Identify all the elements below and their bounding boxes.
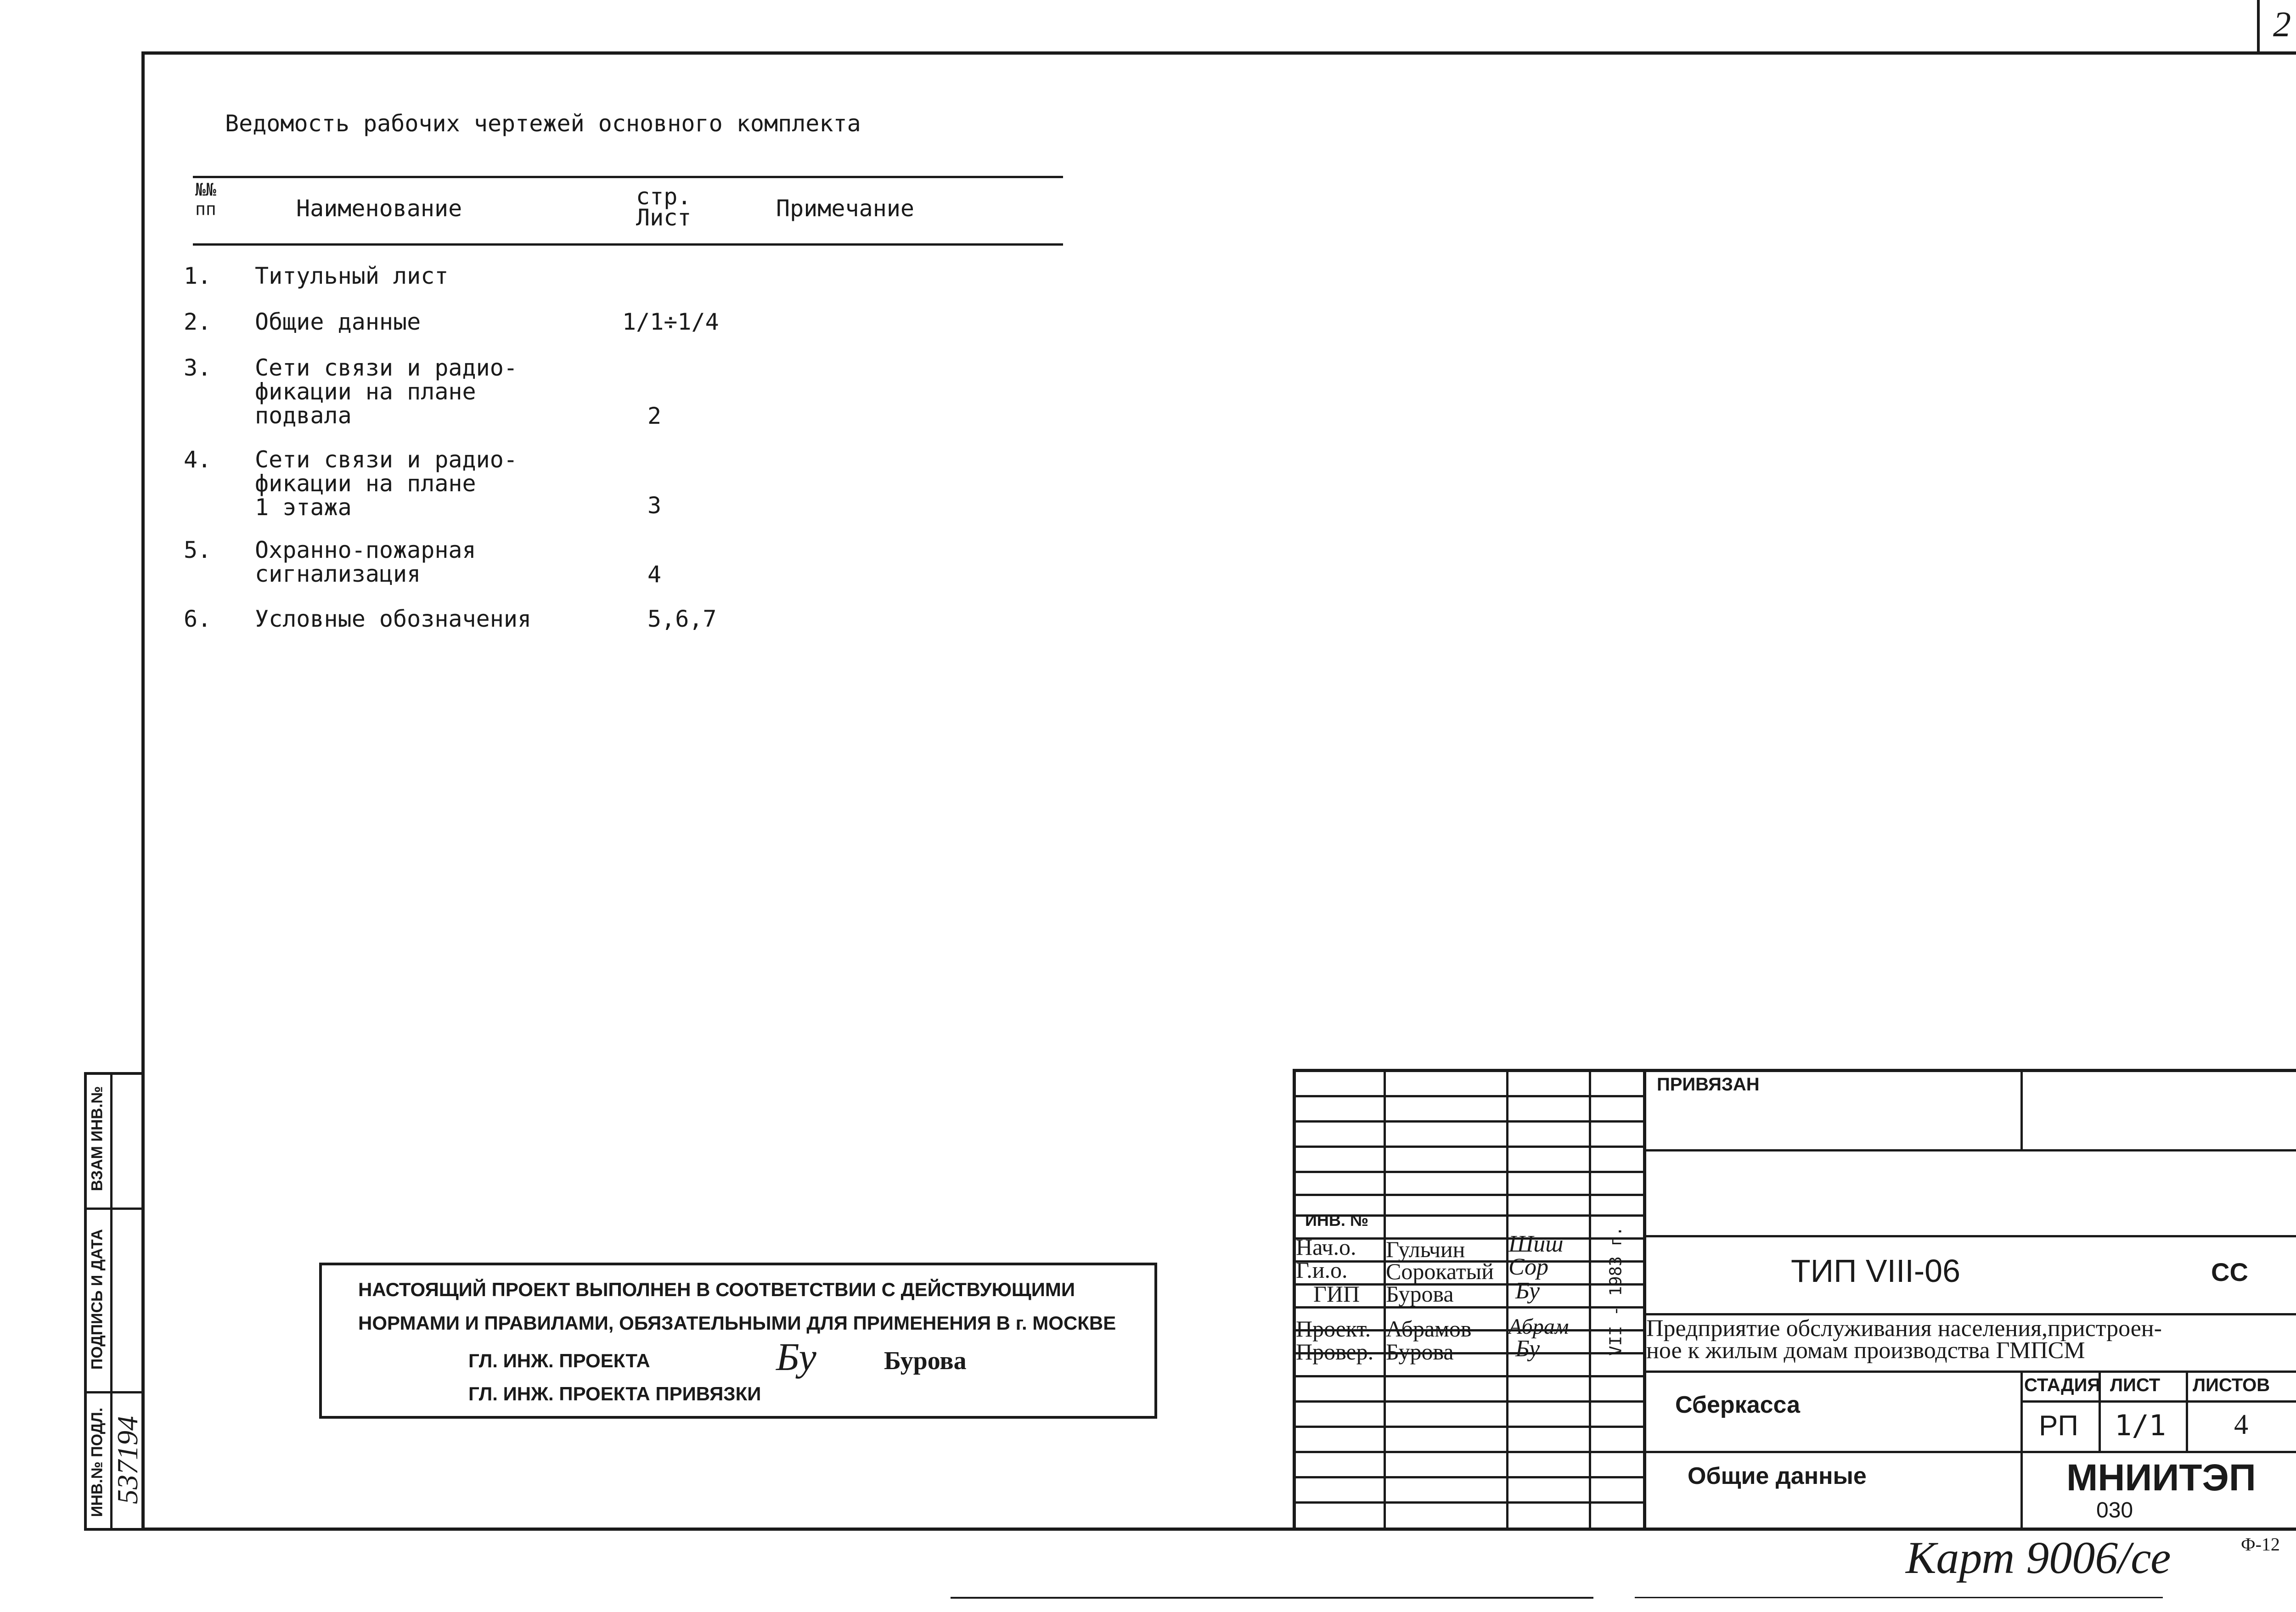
tb-date: VII - 1983 г.: [1606, 1226, 1626, 1356]
header-num: №№ пп: [195, 180, 216, 219]
row-number: 1.: [184, 263, 212, 289]
tb-rule: [1643, 1370, 2296, 1373]
handwritten-archive-note: Карт 9006/се: [1906, 1532, 2171, 1583]
row-name: Сети связи и радио- фикации на плане подвала: [255, 354, 518, 429]
tb-stage-col: [2186, 1370, 2188, 1451]
row-name: Охранно-пожарная сигнализация: [255, 537, 476, 587]
staff-role: Проект.: [1296, 1316, 1371, 1342]
tb-sheet-title: Общие данные: [1688, 1463, 1867, 1489]
row-number: 6.: [184, 606, 212, 632]
tb-row: [1293, 1095, 1643, 1097]
table-header-rule: [193, 243, 1063, 246]
chief-engineer-signature: Бу: [776, 1335, 816, 1379]
tb-privyazan: ПРИВЯЗАН: [1657, 1074, 1760, 1095]
tb-inv-label: ИНВ. №: [1305, 1211, 1369, 1230]
row-number: 4.: [184, 446, 212, 473]
notice-line-2: НОРМАМИ И ПРАВИЛАМИ, ОБЯЗАТЕЛЬНЫМИ ДЛЯ ПРИМЕНЕНИЯ В г. МОСКВЕ: [358, 1312, 1116, 1334]
header-sheet: стр. Лист: [636, 183, 692, 231]
row-sheet: 4: [647, 561, 662, 588]
staff-signature: Бу: [1515, 1336, 1540, 1362]
header-name: Наименование: [296, 195, 462, 222]
staff-name: Сорокатый: [1386, 1258, 1494, 1284]
staff-role: ГИП: [1313, 1281, 1360, 1307]
tb-sheet-value: 1/1: [2115, 1409, 2166, 1442]
left-strip-rule: [84, 1391, 144, 1393]
row-name: Общие данные: [255, 309, 421, 335]
tb-type: ТИП VIII-06: [1791, 1253, 1961, 1289]
row-name: Сети связи и радио- фикации на плане 1 этажа: [255, 446, 518, 521]
row-number: 3.: [184, 354, 212, 381]
inv-label: ИНВ.№ ПОДЛ.: [88, 1407, 106, 1517]
staff-role: Г.и.о.: [1296, 1257, 1348, 1283]
staff-signature: Шиш: [1508, 1231, 1564, 1257]
bottom-edge-line: [1635, 1597, 2163, 1598]
podpis-label: ПОДПИСЬ И ДАТА: [88, 1229, 106, 1370]
tb-row: [1293, 1426, 1643, 1428]
row-name: Условные обозначения: [255, 606, 532, 632]
staff-name: Абрамов: [1386, 1316, 1472, 1342]
tb-sheets-value: 4: [2234, 1409, 2248, 1440]
chief-engineer-binding-label: ГЛ. ИНЖ. ПРОЕКТА ПРИВЯЗКИ: [468, 1383, 761, 1404]
tb-rule: [1643, 1451, 2296, 1453]
tb-row: [1293, 1476, 1643, 1478]
inv-number: 537194: [111, 1416, 144, 1504]
row-sheet: 1/1÷1/4: [622, 309, 719, 335]
tb-col: [1589, 1069, 1591, 1531]
tb-rule: [1643, 1235, 2296, 1237]
tb-stage-label: СТАДИЯ: [2024, 1375, 2101, 1395]
row-number: 2.: [184, 309, 212, 335]
tb-stage-header-rule: [2020, 1400, 2296, 1403]
tb-row: [1293, 1451, 1643, 1453]
tb-top: [1293, 1069, 2296, 1072]
tb-object: Сберкасса: [1675, 1392, 1801, 1418]
tb-left: [1293, 1069, 1296, 1531]
tb-row: [1293, 1194, 1643, 1196]
tb-row: [1293, 1146, 1643, 1148]
staff-signature: Абрам: [1508, 1314, 1569, 1339]
tb-project-line-2: ное к жилым домам производства ГМПСМ: [1646, 1337, 2085, 1364]
header-note: Примечание: [776, 195, 915, 222]
tb-row: [1293, 1120, 1643, 1123]
staff-name: Бурова: [1386, 1281, 1454, 1307]
tb-org: МНИИТЭП: [2066, 1457, 2256, 1499]
chief-engineer-name: Бурова: [884, 1347, 967, 1375]
tb-row: [1293, 1501, 1643, 1504]
row-number: 5.: [184, 537, 212, 563]
staff-name: Гульчин: [1386, 1236, 1465, 1262]
left-strip-rule: [84, 1208, 144, 1210]
tb-stage-divider: [2020, 1370, 2023, 1531]
corner-page-number: 2: [2273, 4, 2291, 44]
staff-name: Бурова: [1386, 1339, 1454, 1365]
notice-line-1: НАСТОЯЩИЙ ПРОЕКТ ВЫПОЛНЕН В СООТВЕТСТВИИ С ДЕЙСТВУЮЩИМИ: [358, 1279, 1075, 1300]
tb-row: [1293, 1375, 1643, 1377]
format-mark: Ф-12: [2241, 1534, 2280, 1555]
staff-role: Провер.: [1296, 1339, 1374, 1365]
staff-signature: Бу: [1515, 1278, 1540, 1304]
tb-row: [1293, 1400, 1643, 1403]
tb-org-code: 030: [2096, 1498, 2133, 1522]
tb-project-line-1: Предприятие обслуживания населения,пристроен-: [1646, 1315, 2162, 1342]
bottom-edge-line: [951, 1597, 1593, 1599]
chief-engineer-label: ГЛ. ИНЖ. ПРОЕКТА: [468, 1350, 650, 1371]
tb-privyazan-divider: [2020, 1069, 2023, 1149]
vzam-label: ВЗАМ ИНВ.№: [88, 1086, 106, 1191]
statement-title: Ведомость рабочих чертежей основного комплекта: [225, 110, 861, 137]
tb-row: [1293, 1171, 1643, 1173]
row-sheet: 5,6,7: [647, 606, 717, 632]
tb-rule: [1643, 1149, 2296, 1151]
tb-stage-value: РП: [2039, 1410, 2078, 1442]
tb-type-code: СС: [2211, 1258, 2248, 1286]
row-name: Титульный лист: [255, 263, 449, 289]
tb-sheets-label: ЛИСТОВ: [2193, 1375, 2270, 1395]
tb-col: [1506, 1069, 1508, 1531]
row-sheet: 3: [647, 492, 662, 519]
tb-col: [1643, 1069, 1646, 1531]
row-sheet: 2: [647, 403, 662, 429]
tb-sheet-label: ЛИСТ: [2110, 1375, 2161, 1395]
table-top-rule: [193, 176, 1063, 178]
staff-role: Нач.о.: [1296, 1234, 1356, 1260]
staff-signature: Сор: [1508, 1254, 1549, 1280]
